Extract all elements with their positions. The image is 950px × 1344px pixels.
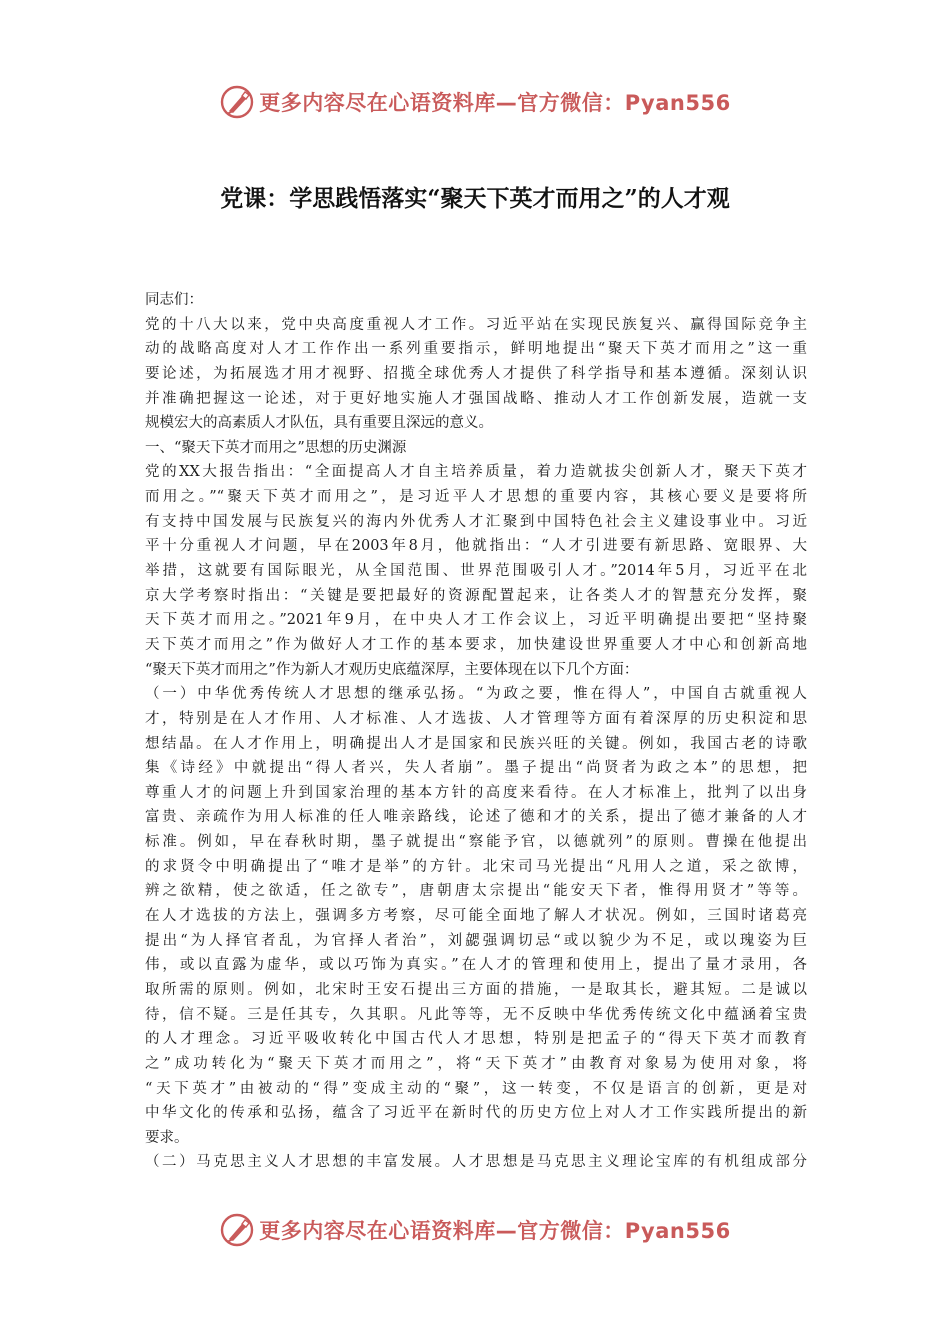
text-line: 的求贤令中明确提出了“唯才是举”的方针。北宋司马光提出“凡用人之道，采之欲博，: [145, 858, 807, 875]
text-line: 之”成功转化为“聚天下英才而用之”，将“天下英才”由教育对象易为使用对象，将: [145, 1055, 807, 1072]
text-line: 举措，这就要有国际眼光，从全国范围、世界范围吸引人才。”2014年5月，习近平在北: [145, 563, 807, 580]
text-line: 在人才选拔的方法上，强调多方考察，尽可能全面地了解人才状况。例如，三国时诸葛亮: [145, 908, 807, 925]
text-line: “天下英才”由被动的“得”变成主动的“聚”，这一转变，不仅是语言的创新，更是对: [145, 1080, 807, 1097]
text-line: 中华文化的传承和弘扬，蕴含了习近平在新时代的历史方位上对人才工作实践所提出的新: [145, 1105, 807, 1122]
text-line: 并准确把握这一论述，对于更好地实施人才强国战略、推动人才工作创新发展，造就一支: [145, 390, 807, 407]
text-line: 而用之。”“聚天下英才而用之”，是习近平人才思想的重要内容，其核心要义是要将所: [145, 489, 807, 506]
text-line: 平十分重视人才问题，早在2003年8月，他就指出：“人才引进要有新思路、宽眼界、大: [145, 538, 807, 555]
text-line: 动的战略高度对人才工作作出一系列重要指示，鲜明地提出“聚天下英才而用之”这一重: [145, 341, 807, 358]
text-line: 要求。: [145, 1129, 189, 1146]
text-line: 才，特别是在人才作用、人才标准、人才选拔、人才管理等方面有着深厚的历史积淀和思: [145, 710, 807, 727]
watermark-banner-top: [0, 80, 950, 124]
text-line: 待，信不疑。三是任其专，久其职。凡此等等，无不反映中华优秀传统文化中蕴涵着宝贵: [145, 1006, 807, 1023]
text-line: 标准。例如，早在春秋时期，墨子就提出“察能予官，以德就列”的原则。曹操在他提出: [145, 834, 807, 851]
text-line: 取所需的原则。例如，北宋时王安石提出三方面的措施，一是取其长，避其短。二是诚以: [145, 981, 807, 998]
text-line: 京大学考察时指出：“关键是要把最好的资源配置起来，让各类人才的智慧充分发挥，聚: [145, 587, 807, 604]
text-line: 尊重人才的问题上升到国家治理的基本方针的高度来看待。在人才标准上，批判了以出身: [145, 784, 807, 801]
text-line: 富贵、亲疏作为用人标准的任人唯亲路线，论述了德和才的关系，提出了德才兼备的人才: [145, 809, 807, 826]
text-line: （一）中华优秀传统人才思想的继承弘扬。“为政之要，惟在得人”，中国自古就重视人: [145, 686, 807, 703]
text-line: 有支持中国发展与民族复兴的海内外优秀人才汇聚到中国特色社会主义建设事业中。习近: [145, 513, 807, 530]
watermark-text: 更多内容尽在心语资料库—官方微信：Pyan556: [259, 91, 731, 115]
text-line: 伟，或以直露为虚华，或以巧饰为真实。”在人才的管理和使用上，提出了量才录用，各: [145, 957, 807, 974]
text-line: 的人才理念。习近平吸收转化中国古代人才思想，特别是把孟子的“得天下英才而教育: [145, 1031, 807, 1048]
pen-nib-logo-icon: [219, 1212, 255, 1248]
text-line: 想结晶。在人才作用上，明确提出人才是国家和民族兴旺的关键。例如，我国古老的诗歌: [145, 735, 807, 752]
pen-nib-logo-icon: [219, 84, 255, 120]
section-heading: 一、“聚天下英才而用之”思想的历史渊源: [145, 439, 407, 456]
text-line: 党的XX大报告指出：“全面提高人才自主培养质量，着力造就拔尖创新人才，聚天下英才: [145, 464, 807, 481]
watermark-text: 更多内容尽在心语资料库—官方微信：Pyan556: [259, 1219, 731, 1243]
text-line: 天下英才而用之”作为做好人才工作的基本要求，加快建设世界重要人才中心和创新高地: [145, 636, 807, 653]
text-line: 要论述，为拓展选才用才视野、招揽全球优秀人才提供了科学指导和基本遵循。深刻认识: [145, 365, 807, 382]
document-title: 党课：学思践悟落实“聚天下英才而用之”的人才观: [220, 185, 730, 212]
text-line: 党的十八大以来，党中央高度重视人才工作。习近平站在实现民族复兴、赢得国际竞争主: [145, 316, 807, 333]
text-line: 规模宏大的高素质人才队伍，具有重要且深远的意义。: [145, 415, 493, 432]
salutation-line: 同志们：: [145, 292, 203, 308]
text-line: 天下英才而用之。”2021年9月，在中央人才工作会议上，习近平明确提出要把“坚持聚: [145, 612, 807, 629]
text-line: 提出“为人择官者乱，为官择人者治”，刘勰强调切忌“或以貌少为不足，或以瑰姿为巨: [145, 932, 807, 949]
text-line: 辨之欲精，使之欲适，任之欲专”，唐朝唐太宗提出“能安天下者，惟得用贤才”等等。: [145, 883, 807, 900]
text-line: 集《诗经》中就提出“得人者兴，失人者崩”。墨子提出“尚贤者为政之本”的思想，把: [145, 760, 807, 777]
text-line: （二）马克思主义人才思想的丰富发展。人才思想是马克思主义理论宝库的有机组成部分: [145, 1154, 807, 1171]
watermark-banner-bottom: [0, 1208, 950, 1252]
text-line: “聚天下英才而用之”作为新人才观历史底蕴深厚，主要体现在以下几个方面：: [145, 661, 639, 678]
document-body: [145, 288, 807, 1175]
